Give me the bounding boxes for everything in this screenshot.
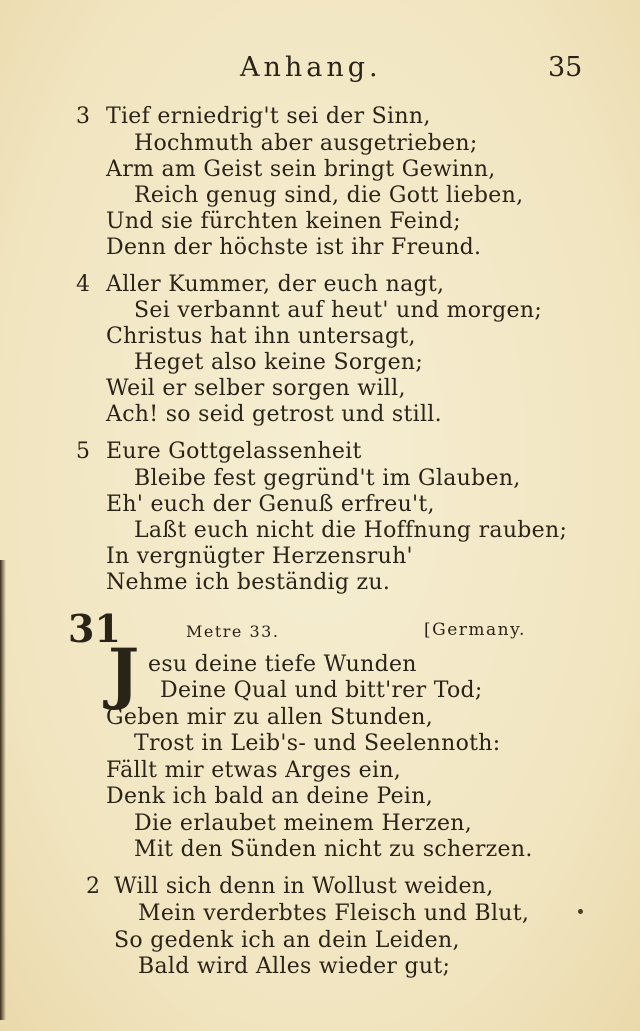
verse-line: Eure Gottgelassenheit [106, 439, 362, 464]
verse-line: Aller Kummer, der euch nagt, [106, 272, 445, 297]
page-number: 35 [548, 52, 583, 83]
hymn-line: So gedenk ich an dein Leiden, [114, 928, 460, 953]
verse-line: Laßt euch nicht die Hoffnung rauben; [134, 518, 568, 543]
metre-label: Metre 33. [186, 622, 280, 641]
hymn-line: Will sich denn in Wollust weiden, [114, 874, 494, 899]
hymn-number: 31 [68, 606, 121, 651]
hymn-line: Deine Qual und bitt'rer Tod; [160, 678, 483, 703]
verse-line: Weil er selber sorgen will, [106, 376, 406, 401]
verse-line: Denn der höchste ist ihr Freund. [106, 235, 482, 260]
hymn-line: Fällt mir etwas Arges ein, [106, 758, 402, 783]
hymn-line: Geben mir zu allen Stunden, [106, 705, 434, 730]
verse-number: 4 [76, 272, 90, 297]
verse-line: Tief erniedrig't sei der Sinn, [106, 104, 431, 129]
hymn-line: Bald wird Alles wieder gut; [138, 954, 451, 979]
verse-line: Bleibe fest gegründ't im Glauben, [134, 466, 521, 491]
verse-number: 5 [76, 439, 90, 464]
verse-line: Heget also keine Sorgen; [134, 350, 424, 375]
verse-line: Arm am Geist sein bringt Gewinn, [106, 157, 496, 182]
verse-line: Eh' euch der Genuß erfreu't, [106, 492, 435, 517]
hymn-line: Die erlaubet meinem Herzen, [134, 811, 473, 836]
hymn-line: Mein verderbtes Fleisch und Blut, [138, 901, 530, 926]
verse-line: Hochmuth aber ausgetrieben; [134, 131, 478, 156]
drop-cap: J [108, 634, 140, 712]
hymn-line: Mit den Sünden nicht zu scherzen. [134, 837, 533, 862]
ink-speck [578, 909, 583, 914]
page-binding-shadow [0, 560, 6, 1020]
verse-line: Ach! so seid getrost und still. [106, 402, 442, 427]
verse-number: 2 [86, 874, 100, 899]
tune-name: [Germany. [424, 620, 526, 640]
verse-line: Christus hat ihn untersagt, [106, 324, 416, 349]
verse-line: Reich genug sind, die Gott lieben, [134, 183, 524, 208]
verse-line: Nehme ich beständig zu. [106, 570, 391, 595]
running-header-title: Anhang. [240, 52, 382, 83]
hymn-line: Denk ich bald an deine Pein, [106, 784, 434, 809]
verse-line: Sei verbannt auf heut' und morgen; [134, 298, 543, 323]
hymn-line: esu deine tiefe Wunden [148, 652, 417, 677]
hymn-line: Trost in Leib's- und Seelennoth: [134, 731, 501, 756]
verse-line: In vergnügter Herzensruh' [106, 544, 413, 569]
verse-number: 3 [76, 104, 90, 129]
verse-line: Und sie fürchten keinen Feind; [106, 209, 461, 234]
